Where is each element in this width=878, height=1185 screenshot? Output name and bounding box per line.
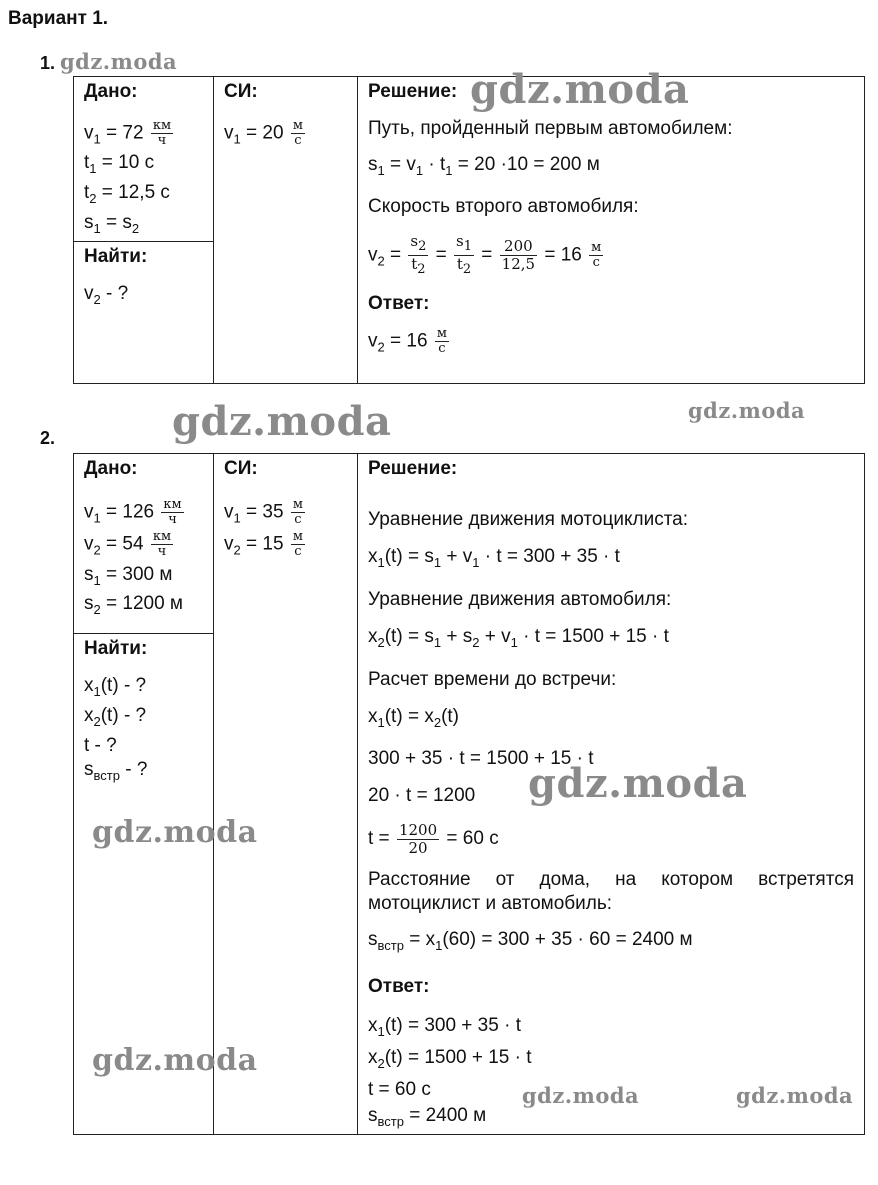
solution-cell: [358, 77, 865, 384]
answer-heading: Ответ:: [368, 976, 430, 998]
answer-line: t = 60 с: [368, 1078, 431, 1100]
answer-line: $x_2(t) = 1500 + 15 \cdot t$: [368, 1046, 532, 1071]
solution-line: Скорость второго автомобиля:: [368, 195, 639, 217]
find-heading: Найти:: [84, 638, 148, 659]
watermark: gdz.moda: [528, 760, 748, 807]
problem-1-table: [73, 76, 865, 384]
watermark: gdz.moda: [688, 398, 806, 423]
solution-line: t = $\frac{1200}{20}$ = 60 с: [368, 820, 499, 857]
si-v1: $v_1 = 35$ $\frac{м}{с}$: [224, 497, 303, 527]
solution-line: $x_2(t) = s_1 + s_2 + v_1 \cdot t = 1500 + 15 \cdot t$: [368, 625, 669, 650]
solution-line: $x_1(t) = x_2(t)$: [368, 705, 459, 730]
watermark: gdz.moda: [60, 49, 178, 74]
solution-heading: Решение:: [368, 81, 458, 102]
given-s: $s_1 = s_2$: [84, 211, 140, 236]
si-heading: СИ:: [224, 458, 258, 479]
given-s2: $s_2 = 1200$ м: [84, 593, 183, 618]
si-cell: [214, 454, 358, 1135]
given-cell: [74, 77, 214, 242]
watermark: gdz.moda: [92, 1043, 258, 1078]
given-v2: $v_2 = 54$ $\frac{км}{ч}$: [84, 529, 172, 560]
solution-line: Уравнение движения мотоциклиста:: [368, 509, 689, 530]
page-title: Вариант 1.: [8, 8, 109, 29]
answer-line: $x_1(t) = 300 + 35 \cdot t$: [368, 1015, 521, 1039]
si-v2: $v_2 = 15$ $\frac{м}{с}$: [224, 529, 303, 560]
solution-line: Уравнение движения автомобиля:: [368, 588, 672, 610]
given-cell: [74, 454, 214, 634]
given-v1: $v_1 = 72$ $\frac{км}{ч}$: [84, 118, 172, 148]
answer-line: $s_{встр} = 2400$ м: [368, 1104, 487, 1129]
given-t1: $t_1 = 10$ с: [84, 152, 155, 177]
find-heading: Найти:: [84, 245, 148, 267]
find-cell: [74, 241, 214, 383]
given-t2: $t_2 = 12,5$ с: [84, 182, 170, 206]
si-heading: СИ:: [224, 81, 258, 102]
solution-line: Расчет времени до встречи:: [368, 668, 617, 690]
watermark: gdz.moda: [736, 1083, 854, 1108]
si-v1: $v_1 = 20$ $\frac{м}{с}$: [224, 118, 303, 148]
solution-line: 300 + 35 · t = 1500 + 15 · t: [368, 748, 594, 770]
solution-line: $s_{встр} = x_1(60) = 300 + 35 \cdot 60 = 2400$ м: [368, 929, 693, 954]
solution-line: 20 · t = 1200: [368, 785, 476, 807]
find-x2: $x_2(t)$ - ?: [84, 704, 147, 729]
find-x1: $x_1(t)$ - ?: [84, 675, 147, 699]
watermark: gdz.moda: [522, 1083, 640, 1108]
given-heading: Дано:: [84, 81, 138, 102]
find-t: t - ?: [84, 734, 117, 756]
solution-line: Расстояние от дома, на котором встретятся мотоциклист и автомобиль:: [368, 869, 854, 915]
solution-line: Путь, пройденный первым автомобилем:: [368, 118, 733, 139]
given-v1: $v_1 = 126$ $\frac{км}{ч}$: [84, 497, 182, 527]
watermark: gdz.moda: [470, 66, 690, 113]
solution-line: $s_1 = v_1 \cdot t_1 = 20 \cdot 10 = 200$ м: [368, 154, 600, 178]
find-v2: $v_2$ - ?: [84, 282, 129, 307]
given-s1: $s_1 = 300$ м: [84, 563, 173, 588]
solution-line: $v_2$ = $\frac{s_2}{t_2}$ = $\frac{s_1}{t_2}$ = $\frac{200}{12,5}$ = 16 $\frac{м}{с}$: [368, 231, 602, 277]
watermark: gdz.moda: [172, 398, 392, 445]
find-s: $s_{встр}$ - ?: [84, 758, 148, 783]
solution-heading: Решение:: [368, 458, 458, 479]
answer-heading: Ответ:: [368, 293, 430, 315]
watermark: gdz.moda: [92, 815, 258, 850]
given-heading: Дано:: [84, 458, 138, 479]
problem-1-number: 1.: [40, 53, 56, 73]
answer-line: $v_2 = 16$ $\frac{м}{с}$: [368, 326, 447, 357]
problem-2-number: 2.: [40, 428, 56, 448]
solution-line: $x_1(t) = s_1 + v_1 \cdot t = 300 + 35 \cdot t$: [368, 546, 620, 570]
si-cell: [214, 77, 358, 384]
